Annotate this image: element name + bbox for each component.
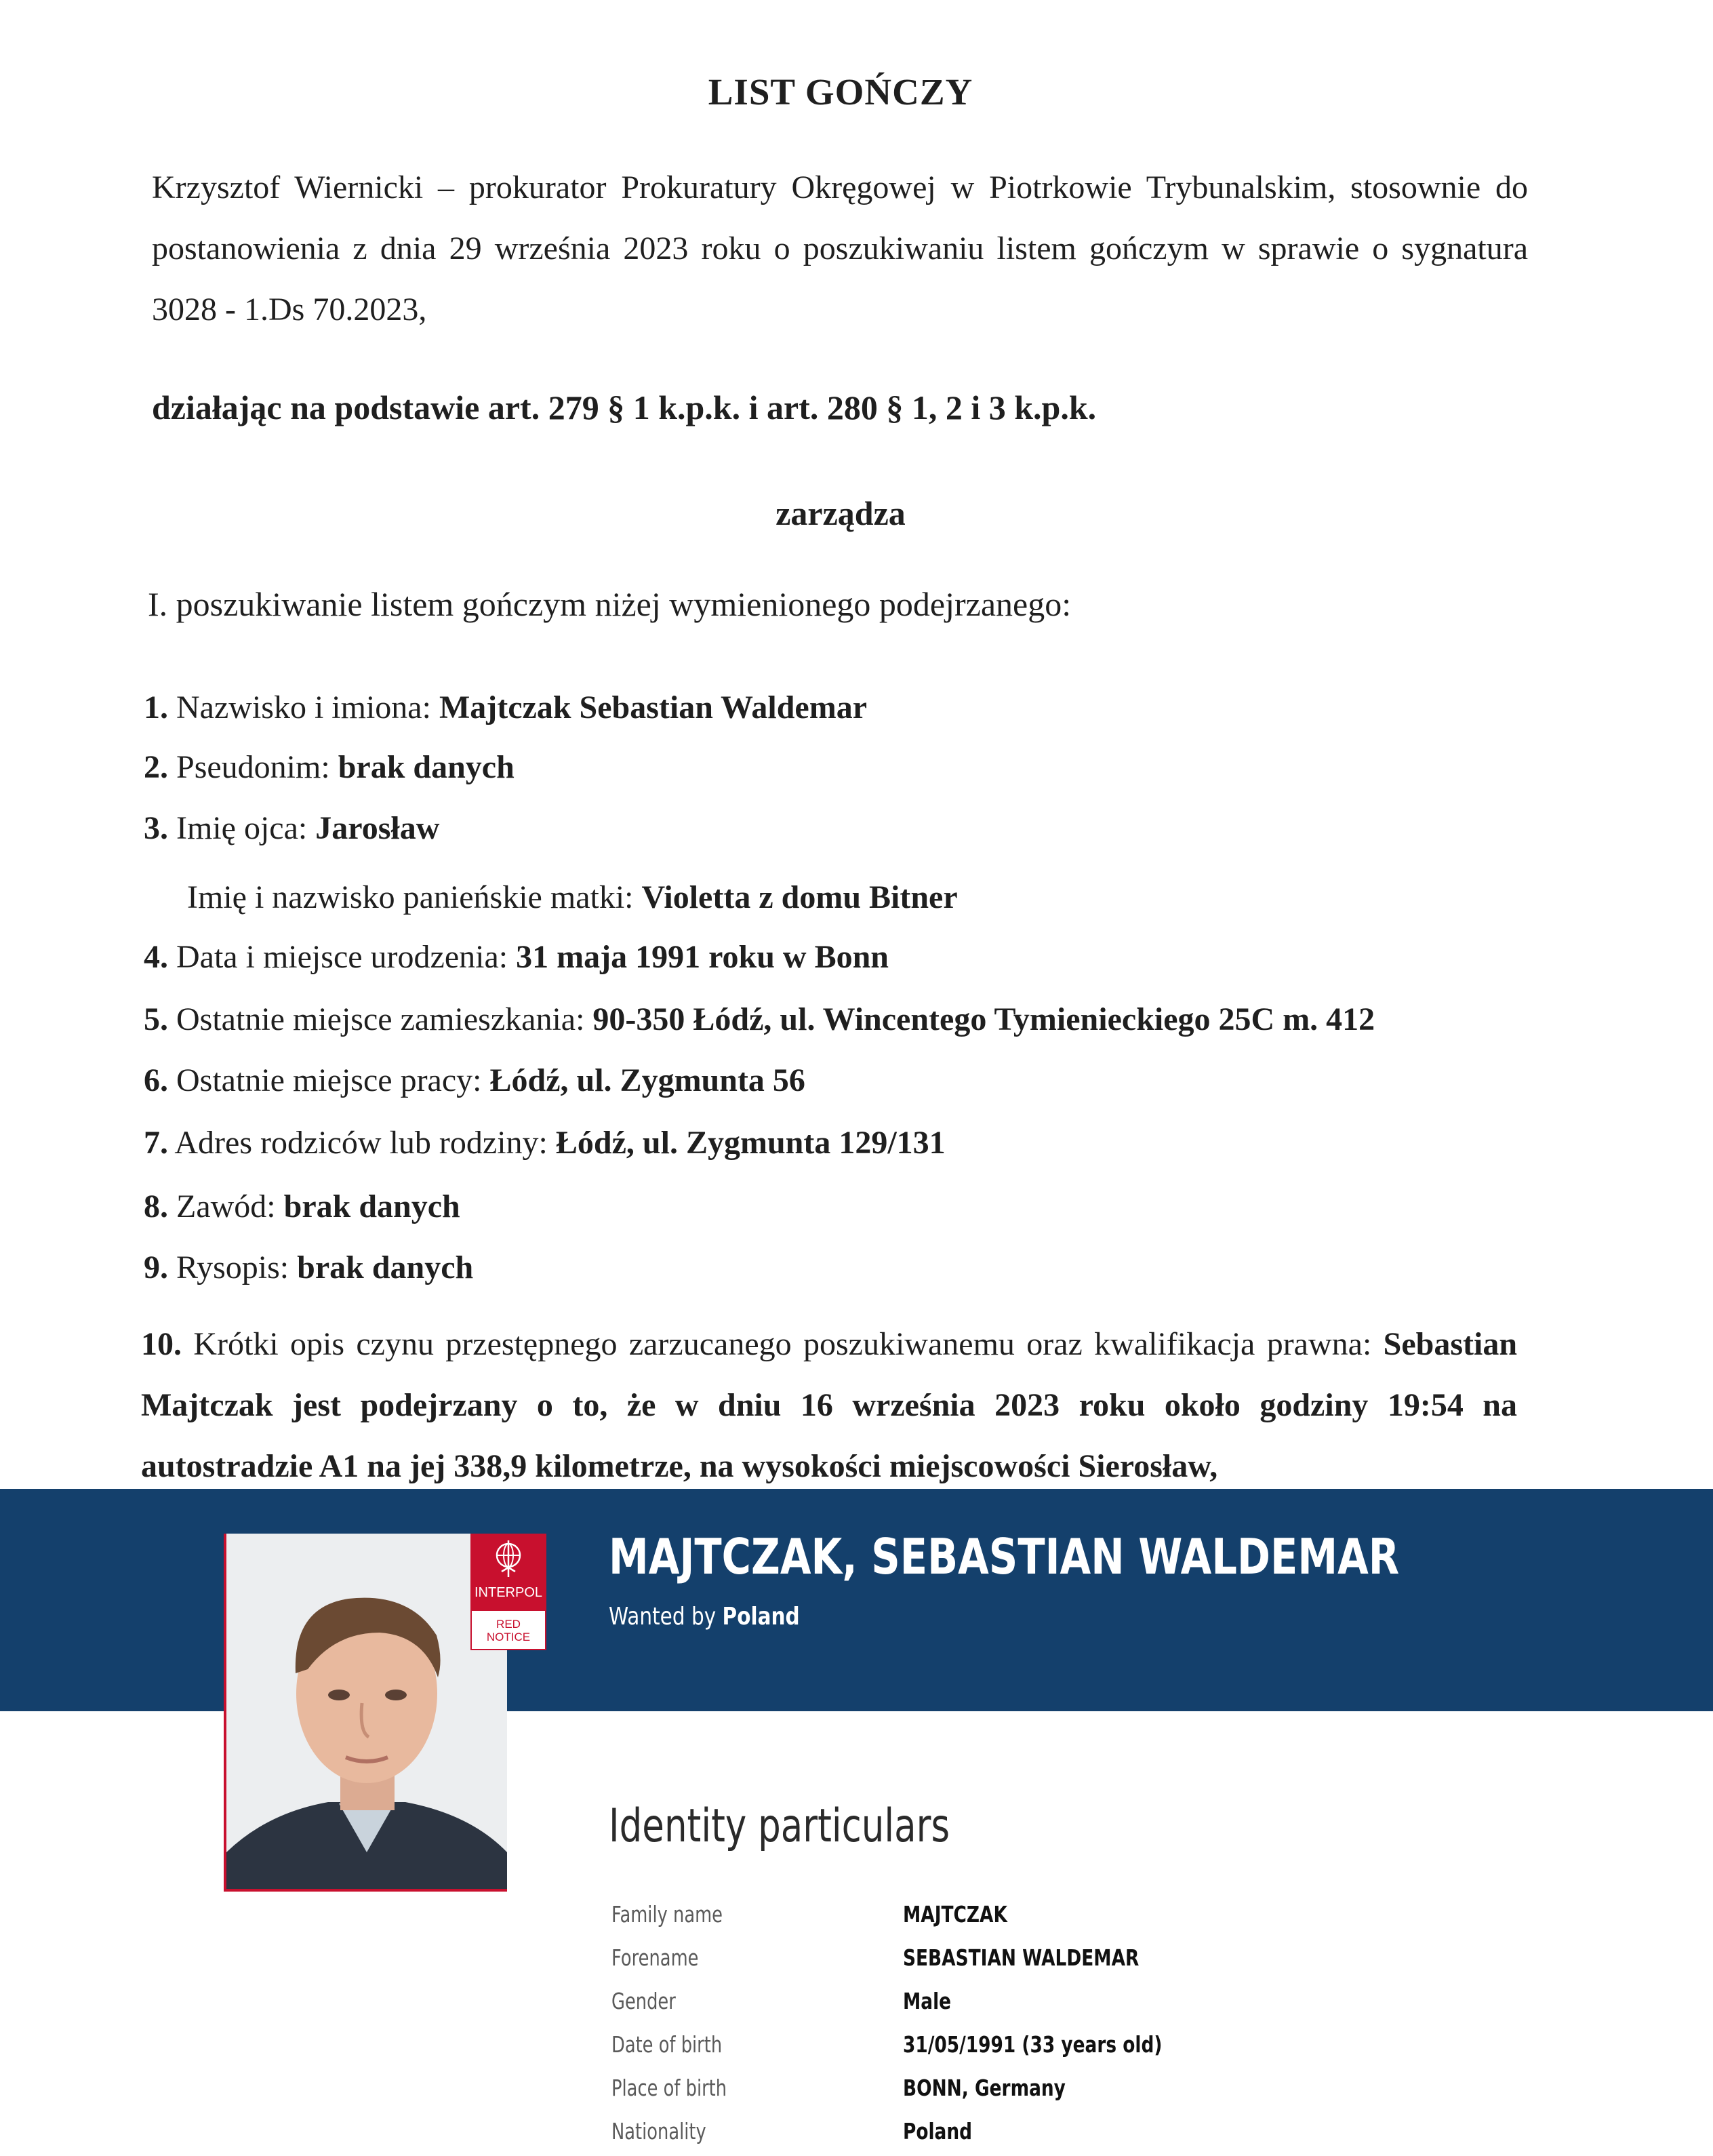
item-number: 1.	[144, 690, 168, 725]
item-number: 10.	[141, 1326, 182, 1362]
item-label: Krótki opis czynu przestępnego zarzucanego poszukiwanemu oraz kwalifikacja prawna:	[193, 1326, 1372, 1362]
item-label: Rysopis:	[176, 1250, 289, 1285]
item-label: Data i miejsce urodzenia:	[176, 939, 508, 975]
legal-basis: działając na podstawie art. 279 § 1 k.p.k. i art. 280 § 1, 2 i 3 k.p.k.	[152, 388, 1097, 426]
item-value: brak danych	[283, 1189, 460, 1224]
item-label: Ostatnie miejsce zamieszkania:	[176, 1001, 585, 1037]
list-item	[144, 1062, 805, 1099]
ordered-heading: zarządza	[775, 494, 906, 532]
item-label: Adres rodziców lub rodziny:	[174, 1125, 548, 1161]
portrait-icon	[226, 1534, 507, 1889]
item-label: Imię i nazwisko panieńskie matki:	[187, 879, 634, 915]
particular-label: Nationality	[611, 2118, 706, 2144]
list-item	[144, 1188, 460, 1225]
list-item	[144, 1001, 1375, 1038]
item-number: 9.	[144, 1250, 168, 1285]
particular-value: SEBASTIAN WALDEMAR	[903, 1944, 1140, 1971]
list-item	[144, 1124, 946, 1161]
suspect-photo	[224, 1534, 507, 1892]
badge-org-label: INTERPOL	[474, 1585, 543, 1600]
item-value: brak danych	[338, 749, 515, 785]
list-item	[144, 689, 867, 726]
item-value: Łódź, ul. Zygmunta 129/131	[555, 1125, 946, 1161]
item-number: 4.	[144, 939, 168, 975]
wanted-by	[609, 1603, 800, 1631]
list-item	[144, 938, 889, 976]
item-value: brak danych	[297, 1250, 474, 1285]
particular-value: MAJTCZAK	[903, 1901, 1007, 1928]
list-item	[144, 748, 515, 786]
wanted-prefix: Wanted by	[609, 1603, 717, 1631]
document-title: LIST GOŃCZY	[708, 71, 973, 113]
item-label: Zawód:	[176, 1189, 276, 1224]
wanted-country: Poland	[722, 1603, 800, 1631]
notice-person-name: MAJTCZAK, SEBASTIAN WALDEMAR	[609, 1528, 1400, 1585]
item-number: 8.	[144, 1189, 168, 1224]
particular-label: Gender	[611, 1988, 676, 2014]
item-value: Majtczak Sebastian Waldemar	[439, 690, 868, 725]
particular-label: Family name	[611, 1901, 723, 1928]
item-value: Łódź, ul. Zygmunta 56	[489, 1062, 805, 1098]
list-item	[144, 810, 439, 847]
red-notice-badge	[470, 1534, 546, 1650]
item-value: Violetta z domu Bitner	[641, 879, 958, 915]
particular-value: Poland	[903, 2118, 973, 2144]
item-label: Ostatnie miejsce pracy:	[176, 1062, 482, 1098]
item-number: 6.	[144, 1062, 168, 1098]
badge-type-line: NOTICE	[486, 1631, 531, 1643]
item-number: 2.	[144, 749, 168, 785]
item-number: 5.	[144, 1001, 168, 1037]
particular-value: 31/05/1991 (33 years old)	[903, 2031, 1163, 2058]
list-item	[144, 1249, 473, 1286]
identity-particulars-heading: Identity particulars	[609, 1799, 950, 1853]
particular-label: Date of birth	[611, 2031, 723, 2058]
badge-type-line: RED	[496, 1618, 521, 1631]
item-value: Jarosław	[315, 810, 440, 846]
intro-paragraph: Krzysztof Wiernicki – prokurator Prokuratury Okręgowej w Piotrkowie Trybunalskim, stosownie do postanowienia z dnia 29 września 2023 roku o poszukiwaniu listem gończym w sprawie o sygnatura 3028 - 1.Ds 70.2023,	[152, 169, 1528, 327]
item-label: Nazwisko i imiona:	[176, 690, 431, 725]
globe-icon	[493, 1540, 523, 1577]
item-value: 31 maja 1991 roku w Bonn	[516, 939, 889, 975]
section-one-heading: I. poszukiwanie listem gończym niżej wymienionego podejrzanego:	[148, 585, 1072, 623]
interpol-logo	[470, 1534, 546, 1610]
particular-value: BONN, Germany	[903, 2075, 1066, 2101]
item-number: 3.	[144, 810, 168, 846]
item-label: Pseudonim:	[176, 749, 330, 785]
item-value: 90-350 Łódź, ul. Wincentego Tymienieckiego 25C m. 412	[592, 1001, 1375, 1037]
item-label: Imię ojca:	[176, 810, 308, 846]
offence-description	[141, 1314, 1517, 1489]
particular-value: Male	[903, 1988, 952, 2014]
badge-type	[470, 1610, 546, 1650]
offence-text: Sebastian Majtczak jest podejrzany o to, że w dniu 16 września 2023 roku około godziny 19:54 na autostradzie A1 na jej 338,9 kilometrze, na wysokości miejscowości Sierosław,	[141, 1326, 1518, 1484]
list-item	[187, 879, 958, 916]
particular-label: Forename	[611, 1944, 699, 1971]
particular-label: Place of birth	[611, 2075, 727, 2101]
item-number: 7.	[144, 1125, 168, 1161]
